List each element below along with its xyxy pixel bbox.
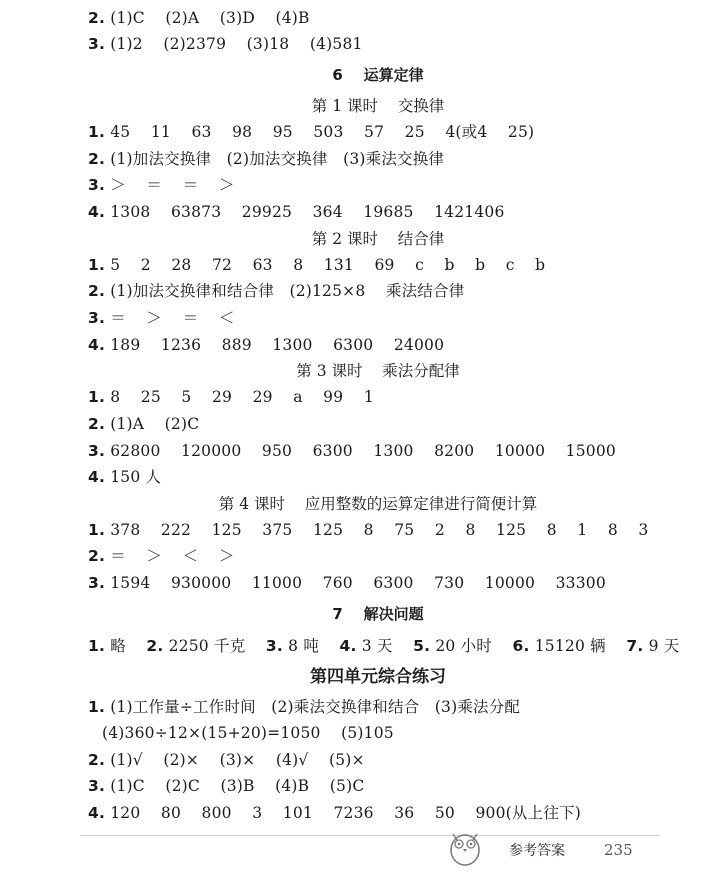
answer-line (88, 414, 199, 434)
item-number: 3. (265, 637, 283, 655)
lesson-heading: 第 3 课时 乘法分配律 (296, 362, 460, 380)
answer-text: (1)加法交换律 (2)加法交换律 (3)乘法交换律 (105, 150, 445, 168)
answer-line (88, 573, 606, 593)
item-number: 4. (88, 804, 106, 822)
item-number: 1. (88, 123, 106, 141)
answer-text: 45 11 63 98 95 503 57 25 4(或4 25) (105, 123, 535, 141)
answer-text: 378 222 125 375 125 8 75 2 8 125 8 1 8 3 (105, 521, 649, 539)
answer-text: 1308 63873 29925 364 19685 1421406 (105, 203, 505, 221)
item-number: 1. (88, 637, 106, 655)
answer-text: 8 吨 (283, 637, 340, 655)
answer-line (88, 255, 545, 275)
answer-line (88, 175, 235, 195)
answer-text: (1)C (2)C (3)B (4)B (5)C (105, 777, 365, 795)
answer-line (88, 149, 444, 169)
answer-line (88, 697, 520, 717)
answer-text: ＞ ＝ ＝ ＞ (105, 176, 235, 194)
item-number: 2. (88, 9, 106, 27)
item-number: 4. (88, 336, 106, 354)
answer-text: ＝ ＞ ＜ ＞ (105, 547, 235, 565)
owl-mascot-icon (445, 820, 485, 868)
answer-text: 2250 千克 (163, 637, 266, 655)
answer-line (88, 546, 235, 566)
item-number: 2. (88, 751, 106, 769)
page-number: 235 (604, 841, 633, 859)
item-number: 7. (626, 637, 644, 655)
item-number: 4. (88, 203, 106, 221)
answer-line (88, 803, 581, 823)
item-number: 3. (88, 574, 106, 592)
answer-text: (4)360÷12×(15+20)=1050 (5)105 (102, 724, 394, 742)
answer-text: ＝ ＞ ＝ ＜ (105, 309, 235, 327)
item-number: 5. (413, 637, 431, 655)
lesson-heading: 第 1 课时 交换律 (311, 97, 445, 115)
item-number: 6. (512, 637, 530, 655)
item-number: 1. (88, 521, 106, 539)
answer-line (88, 202, 505, 222)
answer-line (88, 122, 534, 142)
footer-label: 参考答案 (509, 843, 565, 859)
answer-text: 20 小时 (430, 637, 513, 655)
answer-text: (1)A (2)C (105, 415, 200, 433)
answer-line (88, 335, 444, 355)
footer-divider (80, 835, 660, 836)
item-number: 4. (339, 637, 357, 655)
answer-text: 9 天 (643, 637, 680, 655)
item-number: 4. (88, 468, 106, 486)
item-number: 1. (88, 388, 106, 406)
item-number: 3. (88, 309, 106, 327)
answer-line (88, 8, 310, 28)
unit-heading: 第四单元综合练习 (310, 667, 446, 687)
answer-text: 3 天 (356, 637, 414, 655)
lesson-heading: 第 4 课时 应用整数的运算定律进行简便计算 (218, 495, 538, 513)
section-heading: 7 解决问题 (332, 605, 424, 623)
answer-line (88, 441, 616, 461)
item-number: 1. (88, 256, 106, 274)
answer-text: 150 人 (105, 468, 162, 486)
lesson-heading: 第 2 课时 结合律 (311, 230, 445, 248)
answer-line (88, 467, 161, 487)
answer-text: (1)2 (2)2379 (3)18 (4)581 (105, 35, 363, 53)
item-number: 3. (88, 35, 106, 53)
answer-line (88, 636, 679, 656)
item-number: 1. (88, 698, 106, 716)
answer-line (88, 308, 235, 328)
answer-line (88, 776, 364, 796)
answer-text: (1)C (2)A (3)D (4)B (105, 9, 310, 27)
item-number: 3. (88, 777, 106, 795)
answer-line (88, 387, 374, 407)
answer-line (88, 750, 365, 770)
answer-text: 5 2 28 72 63 8 131 69 c b b c b (105, 256, 546, 274)
answer-text: (1)√ (2)× (3)× (4)√ (5)× (105, 751, 365, 769)
answer-text: 8 25 5 29 29 a 99 1 (105, 388, 374, 406)
answer-line (102, 723, 394, 743)
item-number: 2. (88, 547, 106, 565)
answer-text: 1594 930000 11000 760 6300 730 10000 33300 (105, 574, 606, 592)
answer-text: 62800 120000 950 6300 1300 8200 10000 15000 (105, 442, 616, 460)
item-number: 2. (88, 415, 106, 433)
item-number: 2. (146, 637, 164, 655)
answer-line (88, 520, 648, 540)
section-heading: 6 运算定律 (332, 66, 424, 84)
answer-line (88, 34, 363, 54)
answer-text: 略 (105, 637, 147, 655)
answer-text: 189 1236 889 1300 6300 24000 (105, 336, 445, 354)
answer-text: (1)加法交换律和结合律 (2)125×8 乘法结合律 (105, 282, 465, 300)
answer-text: 120 80 800 3 101 7236 36 50 900(从上往下) (105, 804, 581, 822)
answer-line (88, 281, 464, 301)
answer-text: 15120 辆 (529, 637, 627, 655)
item-number: 2. (88, 150, 106, 168)
item-number: 3. (88, 442, 106, 460)
answer-text: (1)工作量÷工作时间 (2)乘法交换律和结合 (3)乘法分配 (105, 698, 521, 716)
item-number: 2. (88, 282, 106, 300)
item-number: 3. (88, 176, 106, 194)
